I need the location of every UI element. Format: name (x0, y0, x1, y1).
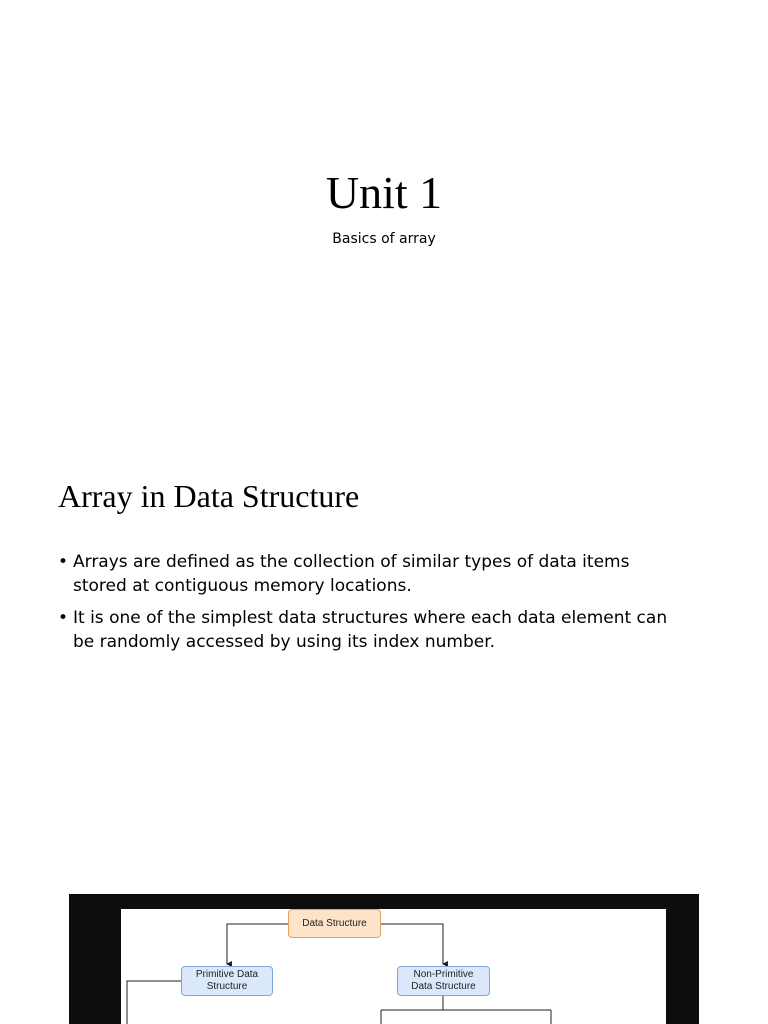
bullet-text-line: It is one of the simplest data structures where each data element can (73, 608, 668, 628)
node-label-line: Primitive Data (195, 969, 259, 980)
bullet-icon: • (58, 608, 69, 628)
section-title: Array in Data Structure (58, 478, 360, 514)
bullet-item (58, 606, 718, 654)
title-slide (0, 0, 768, 432)
bullet-text-line: be randomly accessed by using its index number. (73, 632, 496, 652)
bullet-text-line: Arrays are defined as the collection of similar types of data items (73, 552, 630, 572)
slide-subtitle: Basics of array (332, 231, 436, 247)
diagram-node-data-structure (288, 909, 381, 938)
node-label (403, 969, 483, 993)
content-slide (0, 432, 768, 862)
node-label-line: Data Structure (411, 981, 476, 992)
node-label (188, 969, 266, 993)
diagram-node-non-primitive (397, 966, 490, 996)
slide-title: Unit 1 (325, 167, 443, 218)
node-label-line: Structure (206, 981, 248, 992)
node-label-line: Non-Primitive (413, 969, 474, 980)
diagram-node-primitive (181, 966, 273, 996)
diagram-canvas (121, 909, 666, 1024)
bullet-text-line: stored at contiguous memory locations. (73, 576, 412, 596)
bullet-item (58, 550, 718, 598)
edge-root-to-nonprimitive (381, 924, 443, 964)
bullet-list (58, 550, 718, 662)
edge-primitive-left (127, 981, 181, 1024)
edge-root-to-primitive (227, 924, 288, 964)
bullet-icon: • (58, 552, 69, 572)
diagram-frame (69, 894, 699, 1024)
node-label: Data Structure (302, 917, 367, 929)
